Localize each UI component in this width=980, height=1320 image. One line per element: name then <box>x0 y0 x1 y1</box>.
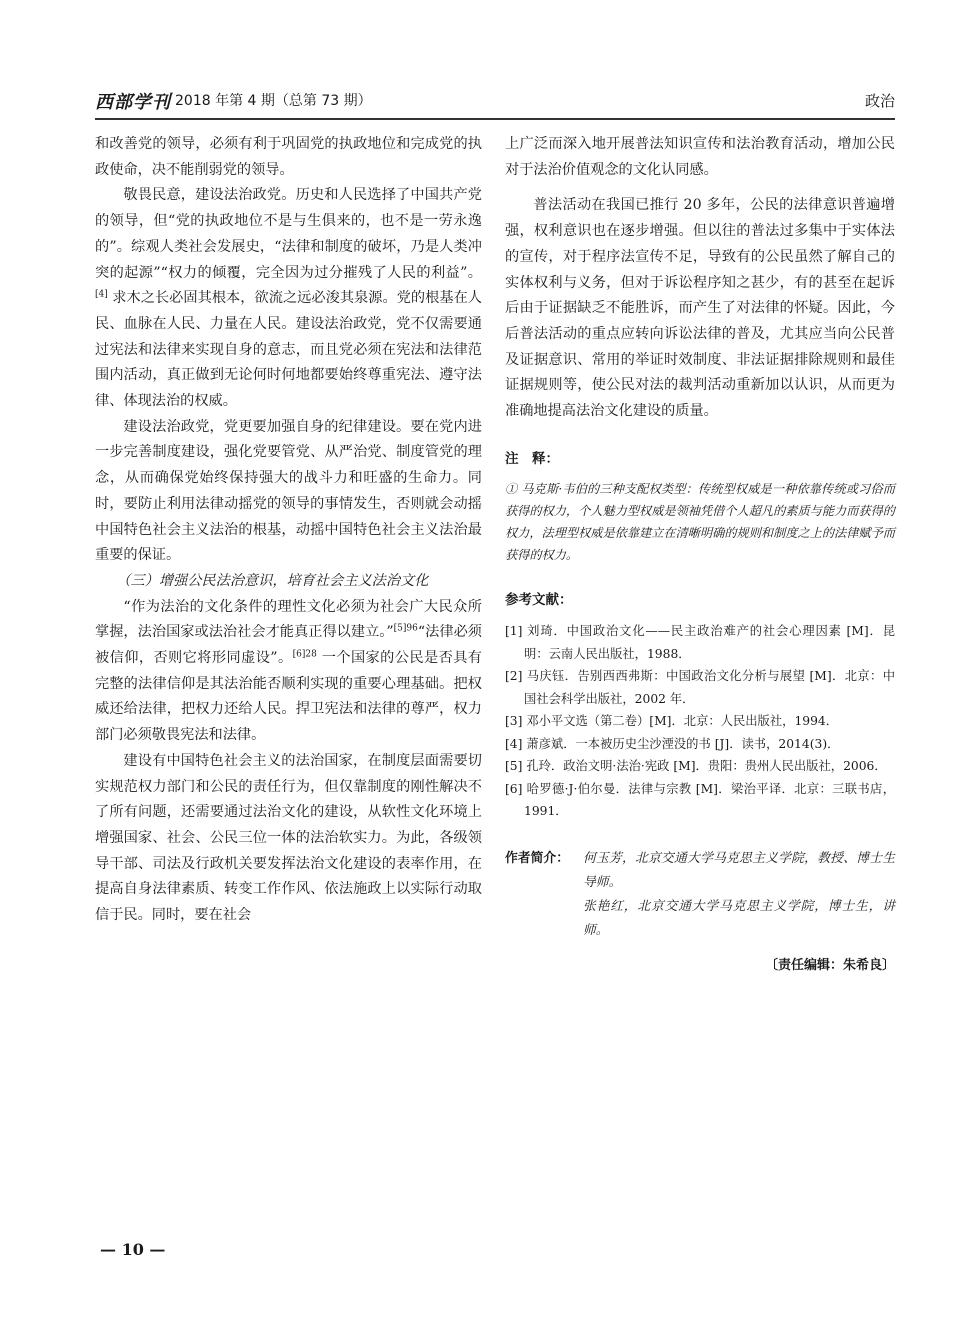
reference-item: [1] 刘琦．中国政治文化——民主政治难产的社会心理因素 [M]．昆明：云南人民出版社，1988． <box>505 624 895 661</box>
references-list <box>505 620 895 823</box>
references-heading: 参考文献： <box>505 592 573 609</box>
author-bio <box>505 847 895 943</box>
issue-info: 2018 年第 4 期（总第 73 期） <box>175 93 372 109</box>
paragraph: 普法活动在我国已推行 20 多年，公民的法律意识普遍增强，权利意识也在逐步增强。但以往的普法过多集中于实体法的宣传，对于程序法宣传不足，导致有的公民虽然了解自己的实体权利与义务，但对于诉讼程序知之甚少，有的甚至在起诉后由于证据缺乏不能胜诉，而产生了对法律的怀疑。因此，今后普法活动的重点应转向诉讼法律的普及，尤其应当向公民普及证据意识、常用的举证时效制度、非法证据排除规则和最佳证据规则等，使公民对法的裁判活动重新加以认识，从而更为准确地提高法治文化建设的质量。 <box>505 197 895 420</box>
left-column <box>95 132 482 929</box>
paragraph: 建设有中国特色社会主义的法治国家，在制度层面需要切实规范权力部门和公民的责任行为，但仅靠制度的刚性解决不了所有问题，还需要通过法治文化的建设，从软性文化环境上增强国家、社会、公民三位一体的法治软实力。为此，各级领导干部、司法及行政机关要发挥法治文化建设的表率作用，在提高自身法律素质、转变工作作风、依法施政上以实际行动取信于民。同时，要在社会 <box>95 752 482 924</box>
reference-item: [2] 马庆钰．告别西西弗斯：中国政治文化分析与展望 [M]．北京：中国社会科学出版社，2002 年． <box>505 669 895 706</box>
paragraph: 上广泛而深入地开展普法知识宣传和法治教育活动，增加公民对于法治价值观念的文化认同感。 <box>505 136 895 178</box>
reference-item: [5] 孔玲．政治文明·法治·宪政 [M]．贵阳：贵州人民出版社，2006． <box>505 759 887 774</box>
header-rule <box>95 118 895 120</box>
paragraph: “作为法治的文化条件的理性文化必须为社会广大民众所掌握，法治国家或法治社会才能真正得以建立。”$^{[5]96}$“法律必须被信仰，否则它将形同虚设”。$^{[6]28}$ 一个国家的公民是否具有完整的法律信仰是其法治能否顺利实现的重要心理基础。把权威还给法律，把权力还给人民。捍卫宪法和法律的尊严，权力部门必须敬畏宪法和法律。 <box>95 598 482 744</box>
author-entry: 何玉芳，北京交通大学马克思主义学院，教授、博士生导师。 <box>583 850 895 890</box>
reference-item: [3] 邓小平文选（第二卷）[M]．北京：人民出版社，1994． <box>505 714 839 729</box>
page-number: — 10 — <box>100 1240 166 1259</box>
responsible-editor: 〔责任编辑：朱希良〕 <box>764 957 895 973</box>
paragraph: 建设法治政党，党更要加强自身的纪律建设。要在党内进一步完善制度建设，强化党要管党、从严治党、制度管党的理念，从而确保党始终保持强大的战斗力和旺盛的生命力。同时，要防止利用法律动摇党的领导的事情发生，否则就会动摇中国特色社会主义法治的根基，动摇中国特色社会主义法治最重要的保证。 <box>95 418 482 564</box>
page-header <box>95 88 895 114</box>
notes-heading: 注 释： <box>505 450 559 467</box>
citation: [4] <box>95 289 108 300</box>
author-entry: 张艳红，北京交通大学马克思主义学院，博士生，讲师。 <box>583 898 895 938</box>
author-label: 作者简介： <box>505 850 569 866</box>
journal-logo: 西部学刊 <box>95 92 171 113</box>
reference-item: [6] 哈罗德·J·伯尔曼．法律与宗教 [M]．梁治平译．北京：三联书店，1991． <box>505 781 895 819</box>
reference-item: [4] 萧彦斌．一本被历史尘沙湮没的书 [J]．读书，2014(3)． <box>505 736 840 751</box>
section-label: 政治 <box>864 92 895 110</box>
paragraph: 敬畏民意，建设法治政党。历史和人民选择了中国共产党的领导，但“党的执政地位不是与生俱来的，也不是一劳永逸的”。综观人类社会发展史，“法律和制度的破坏，乃是人类冲突的起源”“权力的倾覆，完全因为过分摧残了人民的利益”。[4] 求木之长必固其根本，欲流之远必浚其泉源。党的根基在人民、血脉在人民、力量在人民。建设法治政党，党不仅需要通过宪法和法律来实现自身的意志，而且党必须在宪法和法律范围内活动，真正做到无论何时何地都要始终尊重宪法、遵守法律、体现法治的权威。 <box>95 187 482 410</box>
right-column <box>505 132 895 978</box>
citation: [6]28 <box>292 649 317 660</box>
section-subheading: （三）增强公民法治意识，培育社会主义法治文化 <box>116 572 429 589</box>
footnote: ① 马克斯·韦伯的三种支配权类型：传统型权威是一种依靠传统或习俗而获得的权力，个人魅力型权威是领袖凭借个人超凡的素质与能力而获得的权力，法理型权威是依靠建立在清晰明确的规则和制度之上的法律赋予而获得的权力。 <box>505 482 895 563</box>
citation: [5]96 <box>393 623 418 634</box>
paragraph: 和改善党的领导，必须有利于巩固党的执政地位和完成党的执政使命，决不能削弱党的领导。 <box>95 136 482 178</box>
